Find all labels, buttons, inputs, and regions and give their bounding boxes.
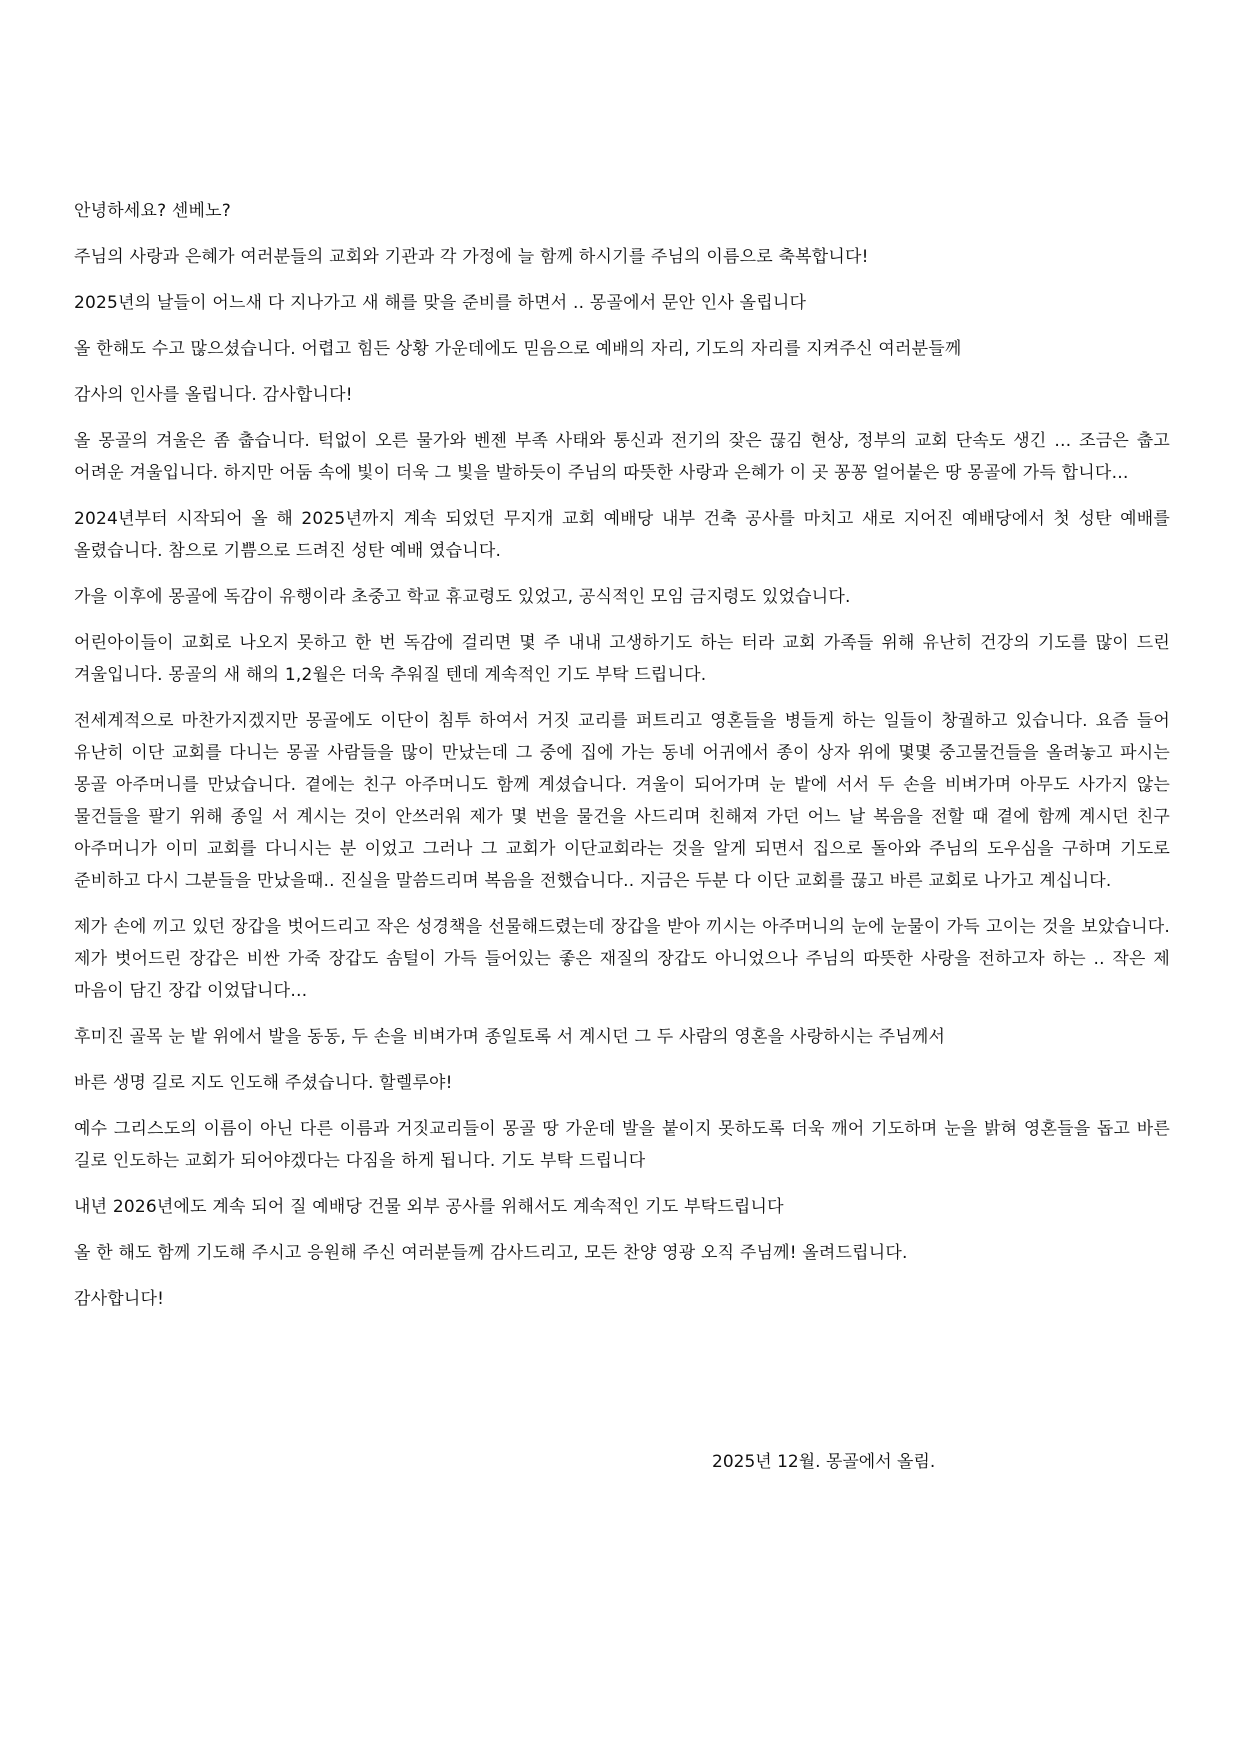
- letter-paragraph: 예수 그리스도의 이름이 아닌 다른 이름과 거짓교리들이 몽골 땅 가운데 발을 붙이지 못하도록 더욱 깨어 기도하며 눈을 밝혀 영혼들을 돕고 바른 길로 인도하는 교회가 되어야겠다는 다짐을 하게 됩니다. 기도 부탁 드립니다: [74, 1119, 1170, 1171]
- letter-greeting: 안녕하세요? 센베노?: [74, 201, 232, 221]
- letter-paragraph: 어린아이들이 교회로 나오지 못하고 한 번 독감에 걸리면 몇 주 내내 고생하기도 하는 터라 교회 가족들 위해 유난히 건강의 기도를 많이 드린 겨울입니다. 몽골의 새 해의 1,2월은 더욱 추워질 텐데 계속적인 기도 부탁 드립니다.: [74, 633, 1170, 685]
- letter-closing: 감사합니다!: [74, 1289, 165, 1309]
- letter-paragraph: 올 몽골의 겨울은 좀 춥습니다. 턱없이 오른 물가와 벤젠 부족 사태와 통신과 전기의 잦은 끊김 현상, 정부의 교회 단속도 생긴 … 조금은 춥고 어려운 겨울입니다. 하지만 어둠 속에 빛이 더욱 그 빛을 발하듯이 주님의 따뜻한 사랑과 은혜가 이 곳 꽁꽁 얼어붙은 땅 몽골에 가득 합니다…: [74, 431, 1170, 483]
- letter-paragraph: 올 한 해도 함께 기도해 주시고 응원해 주신 여러분들께 감사드리고, 모든 찬양 영광 오직 주님께! 올려드립니다.: [74, 1243, 908, 1263]
- letter-paragraph: 후미진 골목 눈 밭 위에서 발을 동동, 두 손을 비벼가며 종일토록 서 계시던 그 두 사람의 영혼을 사랑하시는 주님께서: [74, 1027, 946, 1047]
- letter-signature: 2025년 12월. 몽골에서 올림.: [712, 1452, 936, 1472]
- letter-paragraph: 제가 손에 끼고 있던 장갑을 벗어드리고 작은 성경책을 선물해드렸는데 장갑을 받아 끼시는 아주머니의 눈에 눈물이 가득 고이는 것을 보았습니다. 제가 벗어드린 장갑은 비싼 가죽 장갑도 솜털이 가득 들어있는 좋은 재질의 장갑도 아니었으나 주님의 따뜻한 사랑을 전하고자 하는 .. 작은 제 마음이 담긴 장갑 이었답니다…: [74, 917, 1170, 1001]
- letter-paragraph: 전세계적으로 마찬가지겠지만 몽골에도 이단이 침투 하여서 거짓 교리를 퍼트리고 영혼들을 병들게 하는 일들이 창궐하고 있습니다. 요즘 들어 유난히 이단 교회를 다니는 몽골 사람들을 많이 만났는데 그 중에 집에 가는 동네 어귀에서 종이 상자 위에 몇몇 중고물건들을 올려놓고 파시는 몽골 아주머니를 만났습니다. 곁에는 친구 아주머니도 함께 계셨습니다. 겨울이 되어가며 눈 밭에 서서 두 손을 비벼가며 아무도 사가지 않는 물건들을 팔기 위해 종일 서 계시는 것이 안쓰러워 제가 몇 번을 물건을 사드리며 친해져 가던 어느 날 복음을 전할 때 곁에 함께 계시던 친구 아주머니가 이미 교회를 다니시는 분 이었고 그러나 그 교회가 이단교회라는 것을 알게 되면서 집으로 돌아와 주님의 도우심을 구하며 기도로 준비하고 다시 그분들을 만났을때.. 진실을 말씀드리며 복음을 전했습니다.. 지금은 두분 다 이단 교회를 끊고 바른 교회로 나가고 계십니다.: [74, 711, 1170, 891]
- letter-body: [74, 195, 1170, 1329]
- letter-paragraph: 바른 생명 길로 지도 인도해 주셨습니다. 할렐루야!: [74, 1073, 453, 1093]
- letter-paragraph: 감사의 인사를 올립니다. 감사합니다!: [74, 385, 353, 405]
- letter-paragraph: 내년 2026년에도 계속 되어 질 예배당 건물 외부 공사를 위해서도 계속적인 기도 부탁드립니다: [74, 1197, 784, 1217]
- letter-paragraph: 주님의 사랑과 은혜가 여러분들의 교회와 기관과 각 가정에 늘 함께 하시기를 주님의 이름으로 축복합니다!: [74, 247, 869, 267]
- letter-paragraph: 2024년부터 시작되어 올 해 2025년까지 계속 되었던 무지개 교회 예배당 내부 건축 공사를 마치고 새로 지어진 예배당에서 첫 성탄 예배를 올렸습니다. 참으로 기쁨으로 드려진 성탄 예배 였습니다.: [74, 509, 1170, 561]
- letter-paragraph: 가을 이후에 몽골에 독감이 유행이라 초중고 학교 휴교령도 있었고, 공식적인 모임 금지령도 있었습니다.: [74, 587, 851, 607]
- letter-paragraph: 올 한해도 수고 많으셨습니다. 어렵고 힘든 상황 가운데에도 믿음으로 예배의 자리, 기도의 자리를 지켜주신 여러분들께: [74, 339, 962, 359]
- letter-paragraph: 2025년의 날들이 어느새 다 지나가고 새 해를 맞을 준비를 하면서 .. 몽골에서 문안 인사 올립니다: [74, 293, 807, 313]
